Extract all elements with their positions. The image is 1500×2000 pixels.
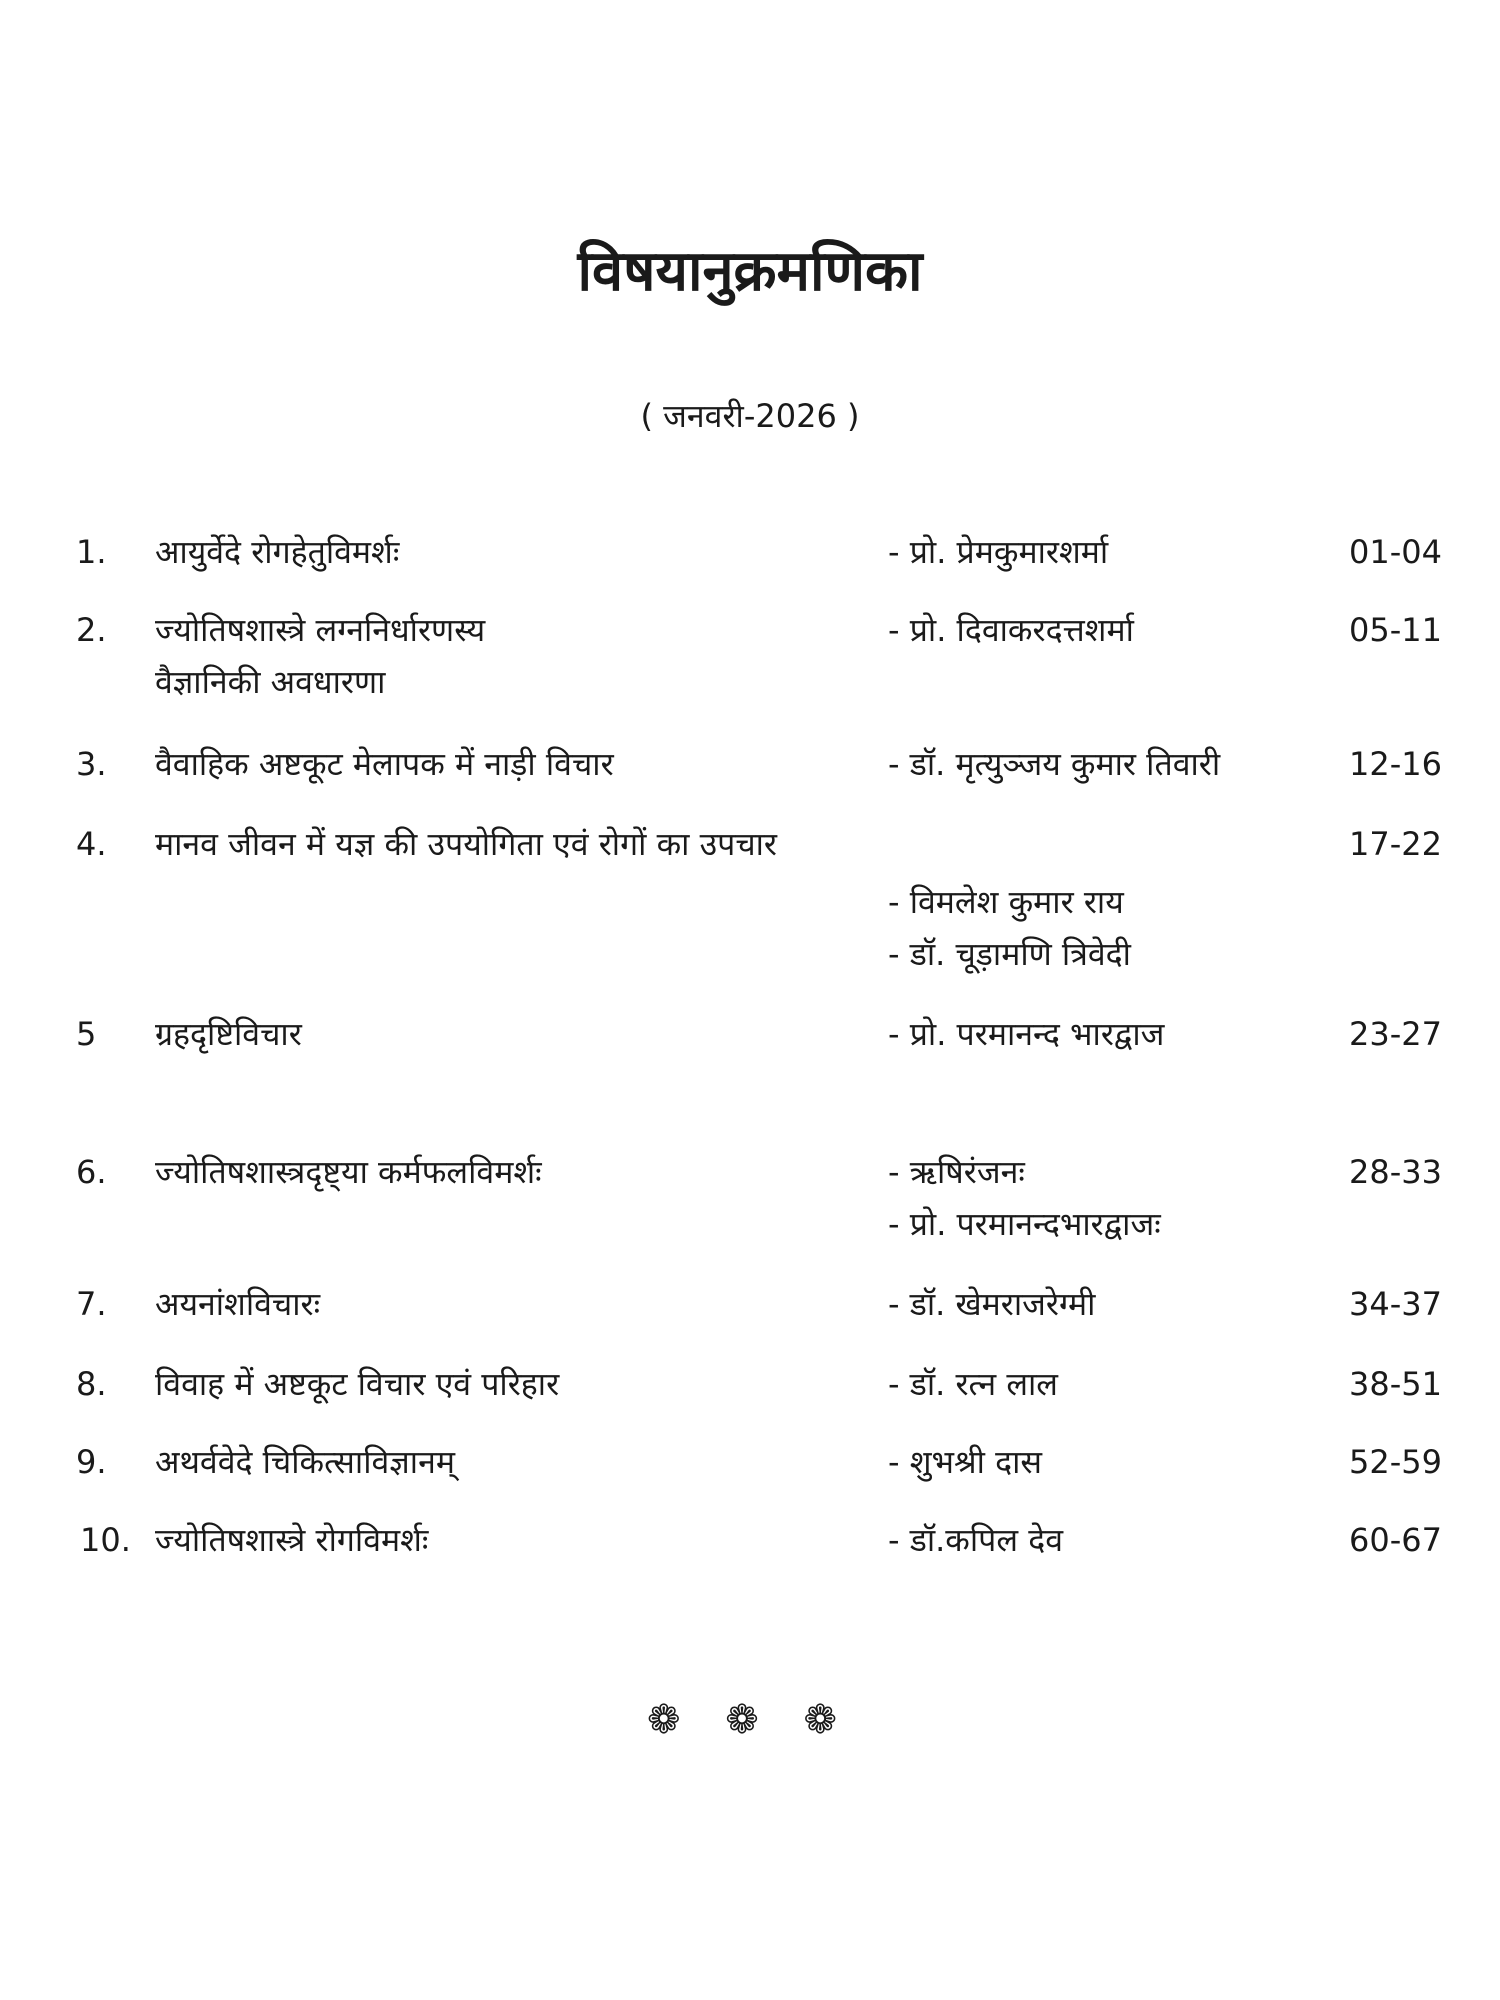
entry-title-line: ज्योतिषशास्त्रदृष्ट्या कर्मफलविमर्शः (155, 1153, 542, 1191)
entry-number: 9. (76, 1443, 107, 1481)
entry-authors (888, 1514, 1328, 1566)
entry-title-line: वैवाहिक अष्टकूट मेलापक में नाड़ी विचार (155, 745, 614, 783)
entry-pages: 38-51 (1349, 1365, 1442, 1403)
entry-author: - शुभश्री दास (888, 1443, 1043, 1481)
entry-title-line: अथर्ववेदे चिकित्साविज्ञानम् (155, 1443, 455, 1481)
entry-title-line: वैज्ञानिकी अवधारणा (155, 663, 386, 701)
issue-date: ( जनवरी-2026 ) (640, 397, 860, 435)
entry-title-line: ज्योतिषशास्त्रे लग्ननिर्धारणस्य (155, 611, 486, 649)
entry-title-line: मानव जीवन में यज्ञ की उपयोगिता एवं रोगों का उपचार (155, 825, 778, 863)
entry-title-line: ग्रहदृष्टिविचार (155, 1015, 302, 1053)
entry-authors (888, 738, 1328, 790)
entry-title (155, 1358, 875, 1410)
entry-pages: 34-37 (1349, 1285, 1442, 1323)
entry-author: - डॉ. रत्न लाल (888, 1365, 1058, 1403)
entry-title-line: विवाह में अष्टकूट विचार एवं परिहार (155, 1365, 560, 1403)
entry-number: 6. (76, 1153, 107, 1191)
entry-title (155, 1436, 875, 1488)
entry-authors (888, 876, 1328, 980)
entry-title-line: अयनांशविचारः (155, 1285, 321, 1323)
entry-number: 5 (76, 1015, 97, 1053)
entry-title (155, 1146, 875, 1198)
entry-number: 7. (76, 1285, 107, 1323)
entry-author: - ऋषिरंजनः (888, 1153, 1025, 1191)
entry-pages: 23-27 (1349, 1015, 1442, 1053)
entry-author: - डॉ. खेमराजरेग्मी (888, 1285, 1096, 1323)
entry-number: 8. (76, 1365, 107, 1403)
entry-pages: 60-67 (1349, 1521, 1442, 1559)
entry-title (155, 526, 875, 578)
entry-author: - प्रो. परमानन्दभारद्वाजः (888, 1205, 1161, 1243)
entry-authors (888, 1278, 1328, 1330)
entry-number: 1. (76, 533, 107, 571)
entry-authors (888, 604, 1328, 656)
entry-author: - विमलेश कुमार राय (888, 883, 1124, 921)
entry-authors (888, 1358, 1328, 1410)
entry-author: - डॉ.कपिल देव (888, 1521, 1063, 1559)
entry-pages: 52-59 (1349, 1443, 1442, 1481)
entry-title-line: आयुर्वेदे रोगहेतुविमर्शः (155, 533, 400, 571)
entry-author: - डॉ. मृत्युञ्जय कुमार तिवारी (888, 745, 1221, 783)
entry-author: - प्रो. दिवाकरदत्तशर्मा (888, 611, 1134, 649)
page-title: विषयानुक्रमणिका (577, 239, 923, 304)
entry-pages: 01-04 (1349, 533, 1442, 571)
entry-number: 2. (76, 611, 107, 649)
entry-title-line: ज्योतिषशास्त्रे रोगविमर्शः (155, 1521, 429, 1559)
entry-author: - प्रो. प्रेमकुमारशर्मा (888, 533, 1109, 571)
entry-title (155, 738, 875, 790)
entry-title (155, 1278, 875, 1330)
entry-pages: 12-16 (1349, 745, 1442, 783)
entry-number: 10. (80, 1521, 131, 1559)
entry-title (155, 604, 875, 708)
flower-ornament-icon: ❁ ❁ ❁ (647, 1697, 853, 1743)
entry-title (155, 1514, 875, 1566)
entry-pages: 17-22 (1349, 825, 1442, 863)
entry-authors (888, 1436, 1328, 1488)
entry-author: - प्रो. परमानन्द भारद्वाज (888, 1015, 1165, 1053)
entry-title (155, 1008, 875, 1060)
entry-number: 3. (76, 745, 107, 783)
entry-title (155, 818, 1055, 870)
entry-author: - डॉ. चूड़ामणि त्रिवेदी (888, 935, 1131, 973)
entry-authors (888, 1008, 1328, 1060)
entry-number: 4. (76, 825, 107, 863)
entry-pages: 05-11 (1349, 611, 1442, 649)
entry-authors (888, 1146, 1328, 1250)
entry-authors (888, 526, 1328, 578)
entry-pages: 28-33 (1349, 1153, 1442, 1191)
